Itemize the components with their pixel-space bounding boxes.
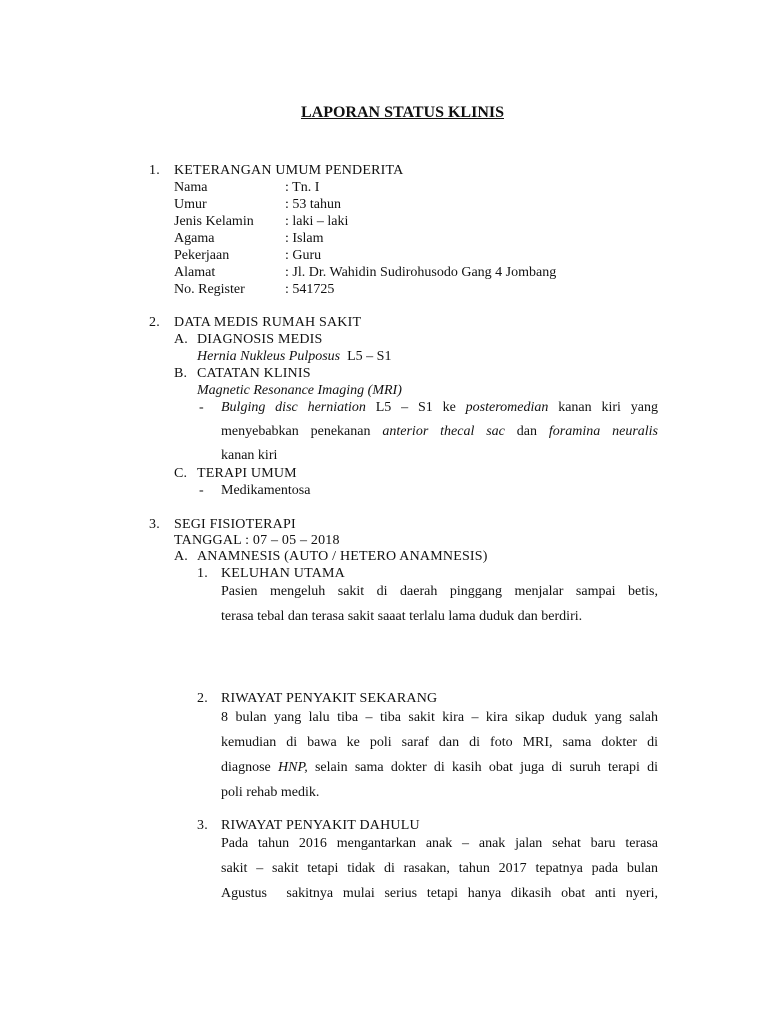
section-3-heading: SEGI FISIOTERAPI bbox=[174, 517, 296, 532]
field-value-nama: : Tn. I bbox=[285, 180, 320, 195]
subsection-a-heading: DIAGNOSIS MEDIS bbox=[197, 332, 323, 347]
section-1-number: 1. bbox=[149, 163, 160, 178]
field-label-alamat: Alamat bbox=[174, 265, 216, 280]
riwayat-dahulu-line-3: Agustus sakitnya mulai serius tetapi hanya dikasih obat anti nyeri, bbox=[221, 886, 658, 901]
mri-item-line-3: kanan kiri bbox=[221, 448, 278, 463]
subsection-b-heading: CATATAN KLINIS bbox=[197, 366, 311, 381]
anamnesis-letter: A. bbox=[174, 549, 189, 564]
riwayat-dahulu-line-1: Pada tahun 2016 mengantarkan anak – anak jalan sehat baru terasa bbox=[221, 836, 658, 851]
field-value-pekerjaan: : Guru bbox=[285, 248, 322, 263]
document-title: LAPORAN STATUS KLINIS bbox=[300, 104, 504, 121]
mri-item-dash: - bbox=[199, 400, 204, 415]
therapy-dash: - bbox=[199, 483, 204, 498]
mri-line: Magnetic Resonance Imaging (MRI) bbox=[197, 383, 402, 398]
mri-text-3: menyebabkan penekanan bbox=[221, 424, 383, 439]
riwayat-sekarang-line-1: 8 bulan yang lalu tiba – tiba sakit kira – kira sikap duduk yang salah bbox=[221, 710, 658, 725]
field-value-alamat: : Jl. Dr. Wahidin Sudirohusodo Gang 4 Jombang bbox=[285, 265, 557, 280]
mri-italic-1: Bulging disc herniation bbox=[221, 400, 366, 415]
mri-item-line-2 bbox=[221, 423, 658, 440]
section-1-heading: KETERANGAN UMUM PENDERITA bbox=[174, 163, 404, 178]
mri-italic-4: foramina neuralis bbox=[548, 424, 658, 439]
mri-item-line-1 bbox=[221, 399, 658, 416]
riwayat-sekarang-heading: RIWAYAT PENYAKIT SEKARANG bbox=[221, 691, 438, 706]
subsection-c-heading: TERAPI UMUM bbox=[197, 466, 297, 481]
field-label-jenis-kelamin: Jenis Kelamin bbox=[174, 214, 254, 229]
mri-italic-2: posteromedian bbox=[465, 400, 549, 415]
keluhan-number: 1. bbox=[197, 566, 208, 581]
subsection-c-letter: C. bbox=[174, 466, 188, 481]
field-label-umur: Umur bbox=[174, 197, 207, 212]
mri-italic-3: anterior thecal sac bbox=[382, 424, 505, 439]
field-value-umur: : 53 tahun bbox=[285, 197, 341, 212]
field-label-agama: Agama bbox=[174, 231, 215, 246]
section-2-heading: DATA MEDIS RUMAH SAKIT bbox=[174, 315, 362, 330]
subsection-b-letter: B. bbox=[174, 366, 188, 381]
field-value-no-register: : 541725 bbox=[285, 282, 335, 297]
mri-text-2: kanan kiri yang bbox=[548, 400, 658, 415]
date-line: TANGGAL : 07 – 05 – 2018 bbox=[174, 533, 340, 548]
hnp-italic: HNP, bbox=[278, 760, 308, 775]
section-2-number: 2. bbox=[149, 315, 160, 330]
anamnesis-heading: ANAMNESIS (AUTO / HETERO ANAMNESIS) bbox=[197, 549, 488, 564]
diagnose-text: diagnose bbox=[221, 760, 279, 775]
field-value-agama: : Islam bbox=[285, 231, 324, 246]
riwayat-dahulu-heading: RIWAYAT PENYAKIT DAHULU bbox=[221, 818, 420, 833]
keluhan-heading: KELUHAN UTAMA bbox=[221, 566, 345, 581]
diagnosis-italic: Hernia Nukleus Pulposus bbox=[197, 349, 341, 364]
section-3-number: 3. bbox=[149, 517, 160, 532]
field-label-nama: Nama bbox=[174, 180, 208, 195]
riwayat-sekarang-line-2: kemudian di bawa ke poli saraf dan di foto MRI, sama dokter di bbox=[221, 735, 658, 750]
mri-text-4: dan bbox=[504, 424, 549, 439]
riwayat-sekarang-number: 2. bbox=[197, 691, 208, 706]
diagnosis-text bbox=[197, 348, 391, 365]
riwayat-sekarang-line-3 bbox=[221, 759, 658, 776]
diagnosis-level: L5 – S1 bbox=[340, 349, 392, 364]
diagnose-rest: selain sama dokter di kasih obat juga di suruh terapi di bbox=[307, 760, 659, 775]
subsection-a-letter: A. bbox=[174, 332, 189, 347]
keluhan-line-2: terasa tebal dan terasa sakit saaat terlalu lama duduk dan berdiri. bbox=[221, 609, 583, 624]
keluhan-line-1: Pasien mengeluh sakit di daerah pinggang menjalar sampai betis, bbox=[221, 584, 658, 599]
riwayat-dahulu-number: 3. bbox=[197, 818, 208, 833]
field-value-jenis-kelamin: : laki – laki bbox=[285, 214, 349, 229]
field-label-pekerjaan: Pekerjaan bbox=[174, 248, 230, 263]
mri-text-1: L5 – S1 ke bbox=[365, 400, 466, 415]
riwayat-dahulu-line-2: sakit – sakit tetapi tidak di rasakan, tahun 2017 tepatnya pada bulan bbox=[221, 861, 658, 876]
therapy-item: Medikamentosa bbox=[221, 483, 311, 498]
riwayat-sekarang-line-4: poli rehab medik. bbox=[221, 785, 320, 800]
field-label-no-register: No. Register bbox=[174, 282, 245, 297]
